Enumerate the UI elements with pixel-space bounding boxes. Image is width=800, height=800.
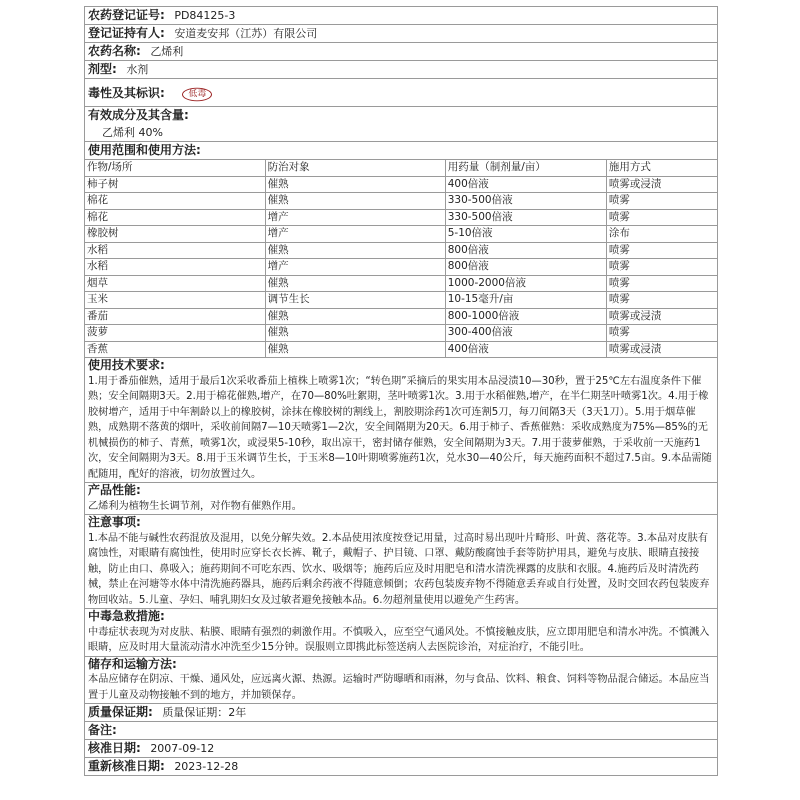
method-cell: 喷雾 [606,325,717,342]
warranty-row [85,704,717,722]
table-row [85,275,717,292]
usage-header-crop-cell: 作物/场所 [85,160,265,177]
storage-label: 储存和运输方法: [88,656,177,671]
target-cell: 催熟 [265,242,445,259]
precautions-text: 1.本品不能与碱性农药混放及混用，以免分解失效。2.本品使用浓度按登记用量，过高时易出现叶片畸形、叶黄、落花等。3.本品对皮肤有腐蚀性，对眼睛有腐蚀性，使用时应穿长衣长裤、靴子，戴帽子、护目镜、口罩、戴防酸腐蚀手套等防护用具，避免与皮肤、眼睛直接接触，防止由口、鼻吸入；施药期间不可吃东西、饮水、吸烟等；施药后应及时用肥皂和清水清洗裸露的皮肤和衣服。4.施药后及时清洗药械，禁止在河塘等水体中清洗施药器具，施药后剩余药液不得随意倾倒；农药包装废弃物不得随意丢弃或自行处置，及时交回农药包装废弃物回收站。5.儿童、孕妇、哺乳期妇女及过敏者避免接触本品。6.勿超剂量使用以避免产生药害。 [88,532,710,606]
first-aid-text: 中毒症状表现为对皮肤、粘膜、眼睛有强烈的刺激作用。不慎吸入，应至空气通风处。不慎接触皮肤，应立即用肥皂和清水冲洗。不慎溅入眼睛，应及时用大量流动清水冲洗至少15分钟。误服则立即携此标签送病人去医院诊治，对症治疗，不能引吐。 [88,626,710,653]
tech-requirements-text: 1.用于番茄催熟，适用于最后1次采收番茄上植株上喷雾1次；“转色期”采摘后的果实用本品浸渍10—30秒，置于25℃左右温度条件下催熟；安全间隔期3天。2.用于棉花催熟,增产，在70—80%吐絮期，茎叶喷雾1次。3.用于水稻催熟,增产，在半仁期茎叶喷雾1次。4.用于橡胶树增产，适用于中年割龄以上的橡胶树，涂抹在橡胶树的割线上，割胶期涂药1次可连割5刀，每刀间隔3天（3天1刀）。5.用于烟草催熟，成熟期不落黄的烟叶，采收前间隔7—10天喷雾1—2次，安全间隔期为20天。6.用于柿子、香蕉催熟：采收成熟度为75%—85%的无机械损伤的柿子、青蕉，喷雾1次，或浸果5-10秒，取出凉干，密封储存催熟，安全间隔期为3天。7.用于菠萝催熟，于采收前一天施药1次，安全间隔期为3天。8.用于玉米调节生长，于玉米8—10叶期喷雾施药1次，兑水30—40公斤，每天施药面积不超过7.5亩。9.本品需随配随用，配好的溶液，切勿放置过久。 [88,375,712,480]
toxicity-row [85,79,717,107]
dosage-cell: 300-400倍液 [445,325,606,342]
method-cell: 喷雾 [606,193,717,210]
method-cell: 喷雾 [606,292,717,309]
table-row [85,176,717,193]
pesticide-registration-document [84,6,718,776]
usage-table-header-row [85,160,717,177]
usage-table [85,159,717,357]
storage-text: 本品应储存在阴凉、干燥、通风处，应远离火源、热源。运输时严防曝晒和雨淋，勿与食品、饮料、粮食、饲料等物品混合储运。本品应当置于儿童及动物接触不到的地方，并加锁保存。 [88,674,710,701]
storage-row [85,657,717,705]
ingredients-value: 乙烯利 40% [102,126,163,139]
formulation-row [85,61,717,79]
reapproval-date-label: 重新核准日期: [88,759,165,773]
usage-section-label-row [85,142,717,159]
registration-no-label: 农药登记证号: [88,8,165,22]
crop-cell: 橡胶树 [85,226,265,243]
target-cell: 催熟 [265,341,445,357]
target-cell: 增产 [265,209,445,226]
crop-cell: 香蕉 [85,341,265,357]
tech-requirements-row [85,358,717,483]
target-cell: 增产 [265,226,445,243]
toxicity-label: 毒性及其标识: [88,86,165,100]
formulation-value: 水剂 [126,63,149,76]
remarks-row [85,722,717,740]
crop-cell: 番茄 [85,308,265,325]
first-aid-row [85,609,717,657]
approval-date-row [85,740,717,758]
method-cell: 喷雾 [606,242,717,259]
warranty-label: 质量保证期: [88,705,153,719]
crop-cell: 柿子树 [85,176,265,193]
crop-cell: 水稻 [85,259,265,276]
precautions-row [85,515,717,609]
target-cell: 催熟 [265,275,445,292]
table-row [85,308,717,325]
pesticide-name-row [85,43,717,61]
method-cell: 喷雾或浸渍 [606,341,717,357]
target-cell: 催熟 [265,176,445,193]
low-toxicity-seal: 低毒 [182,87,212,101]
dosage-cell: 400倍液 [445,176,606,193]
tech-requirements-label: 使用技术要求: [88,358,165,372]
crop-cell: 棉花 [85,193,265,210]
dosage-cell: 1000-2000倍液 [445,275,606,292]
dosage-cell: 330-500倍液 [445,209,606,226]
usage-label: 使用范围和使用方法: [88,143,201,157]
approval-date-label: 核准日期: [88,741,141,755]
method-cell: 喷雾 [606,275,717,292]
usage-table-wrap [85,159,717,358]
performance-text: 乙烯利为植物生长调节剂，对作物有催熟作用。 [88,500,302,512]
target-cell: 催熟 [265,308,445,325]
target-cell: 调节生长 [265,292,445,309]
pesticide-name-value: 乙烯利 [150,45,184,58]
table-row [85,325,717,342]
method-cell: 喷雾 [606,209,717,226]
holder-value: 安道麦安邦（江苏）有限公司 [174,27,318,40]
usage-header-target-cell: 防治对象 [265,160,445,177]
pesticide-name-label: 农药名称: [88,44,141,58]
dosage-cell: 330-500倍液 [445,193,606,210]
crop-cell: 烟草 [85,275,265,292]
formulation-label: 剂型: [88,62,117,76]
ingredients-row [85,107,717,142]
crop-cell: 玉米 [85,292,265,309]
holder-label: 登记证持有人: [88,26,165,40]
warranty-value: 质量保证期：2年 [162,706,247,719]
target-cell: 增产 [265,259,445,276]
registration-no-row [85,7,717,25]
crop-cell: 菠萝 [85,325,265,342]
registration-no-value: PD84125-3 [174,9,236,22]
holder-row [85,25,717,43]
approval-date-value: 2007-09-12 [150,742,215,755]
dosage-cell: 800倍液 [445,259,606,276]
dosage-cell: 800倍液 [445,242,606,259]
dosage-cell: 10-15毫升/亩 [445,292,606,309]
table-row [85,209,717,226]
reapproval-date-row [85,758,717,776]
method-cell: 喷雾或浸渍 [606,176,717,193]
usage-header-dosage-cell: 用药量（制剂量/亩） [445,160,606,177]
crop-cell: 水稻 [85,242,265,259]
table-row [85,226,717,243]
precautions-label: 注意事项: [88,515,141,529]
method-cell: 喷雾 [606,259,717,276]
ingredients-label: 有效成分及其含量: [88,108,189,122]
usage-header-method-cell: 施用方式 [606,160,717,177]
method-cell: 涂布 [606,226,717,243]
table-row [85,242,717,259]
table-row [85,341,717,357]
dosage-cell: 5-10倍液 [445,226,606,243]
first-aid-label: 中毒急救措施: [88,609,165,623]
performance-row [85,483,717,515]
dosage-cell: 400倍液 [445,341,606,357]
remarks-label: 备注: [88,723,117,737]
crop-cell: 棉花 [85,209,265,226]
method-cell: 喷雾或浸渍 [606,308,717,325]
table-row [85,193,717,210]
target-cell: 催熟 [265,325,445,342]
dosage-cell: 800-1000倍液 [445,308,606,325]
target-cell: 催熟 [265,193,445,210]
performance-label: 产品性能: [88,483,141,497]
table-row [85,292,717,309]
reapproval-date-value: 2023-12-28 [174,760,239,773]
table-row [85,259,717,276]
